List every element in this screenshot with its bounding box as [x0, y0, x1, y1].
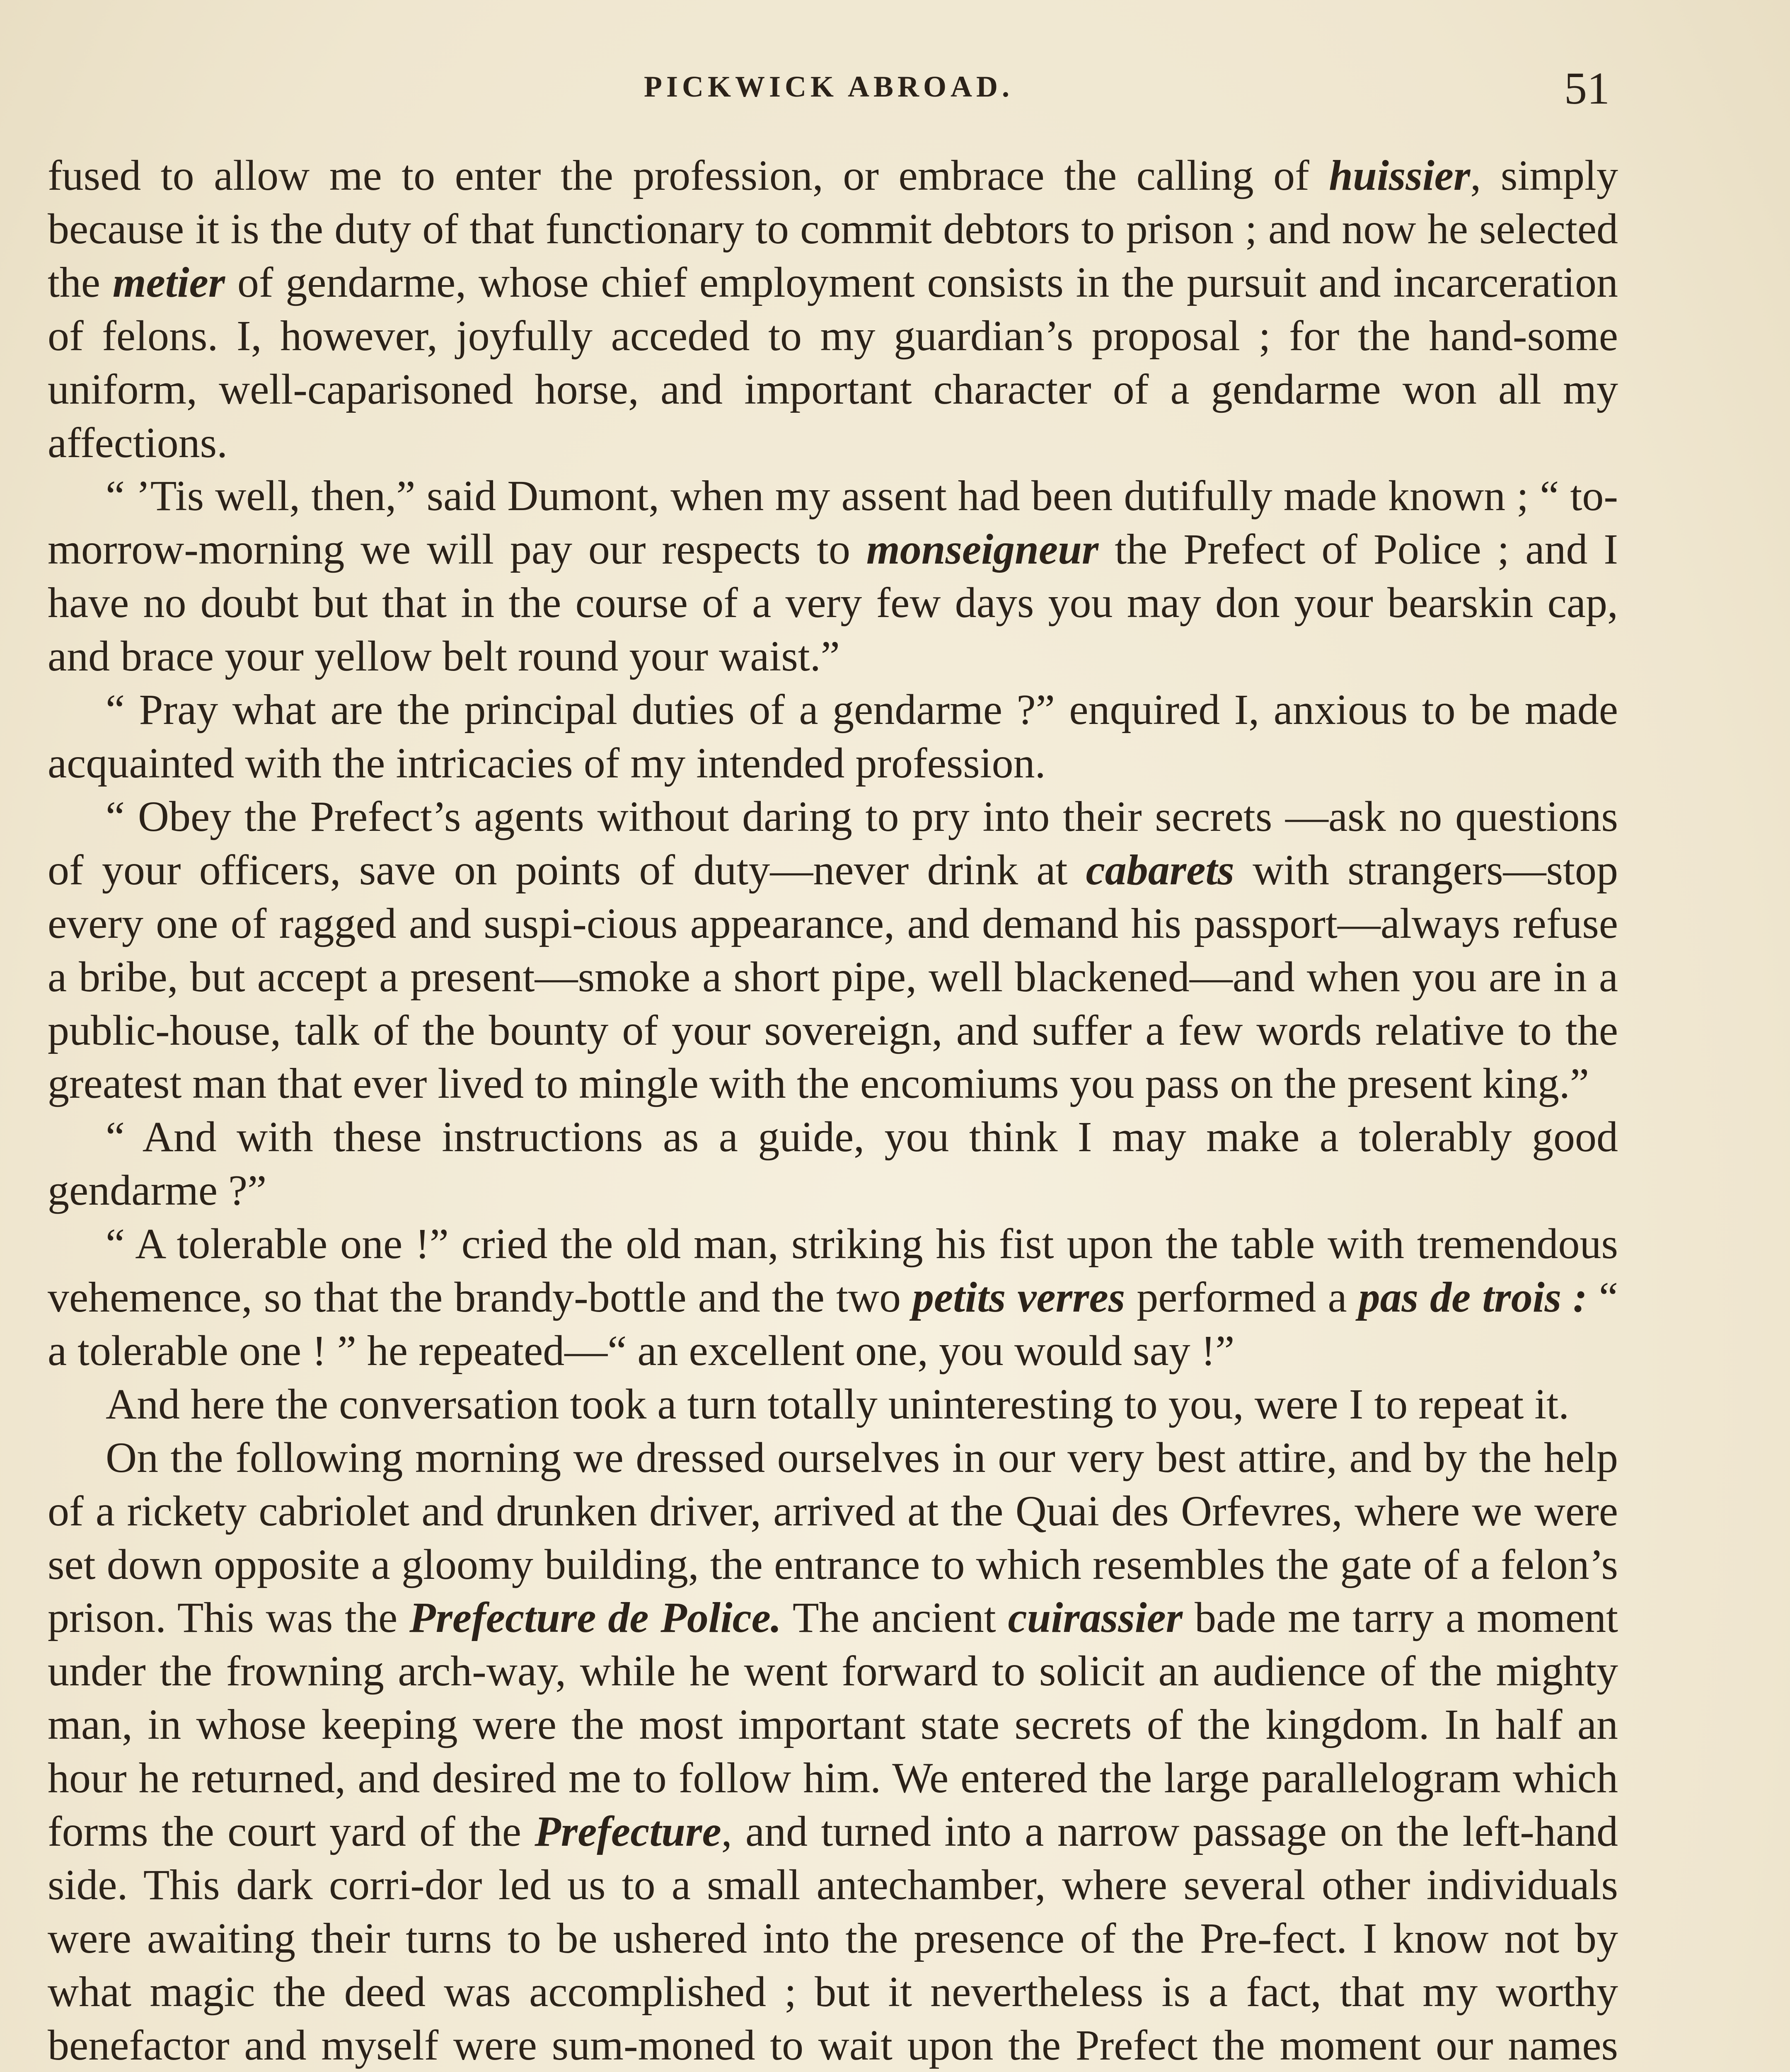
italic-phrase: petits verres	[912, 1273, 1125, 1322]
page-number: 51	[1564, 63, 1610, 114]
paragraph	[48, 149, 1618, 470]
text-run: , and turned into a narrow passage on the left-hand side. This dark corri-dor led us to a small antechamber, where several other individuals were awaiting their turns to be ushered into the presence of the Pre-fect. I know not by what magic the deed was accomplished ; but it nevertheless is a fact, that my worthy benefactor and myself were sum-moned to wait upon the Prefect the moment our names	[48, 1808, 1618, 2069]
text-run: “ And with these instructions as a guide, you think I may make a tolerably good gendarme ?”	[48, 1113, 1618, 1215]
text-run: “ A tolerable one !” cried the old man, striking his fist upon the table with tremendous vehemence, so that the brandy-bottle and the two	[48, 1220, 1618, 1322]
text-run: , simply because it is the duty of that functionary to commit debtors to prison ; and now he selected the	[48, 152, 1618, 306]
text-run: “ Pray what are the principal duties of a gendarme ?” enquired I, anxious to be made acquainted with the intricacies of my intended profession.	[48, 686, 1618, 787]
text-run: And here the conversation took a turn totally uninteresting to you, were I to repeat it.	[106, 1380, 1570, 1428]
paragraph	[48, 1431, 1618, 2072]
text-run: with strangers—stop every one of ragged and suspi-cious appearance, and demand his passport—always refuse a bribe, but accept a present—smoke a short pipe, well blackened—and when you are in a public-house, talk of the bounty of your sovereign, and suffer a few words relative to the greatest man that ever lived to mingle with the encomiums you pass on the present king.”	[48, 846, 1618, 1108]
text-run: On the following morning we dressed ourselves in our very best attire, and by the help of a rickety cabriolet and drunken driver, arrived at the Quai des Orfevres, where we were set down opposite a gloomy building, the entrance to which resembles the gate of a felon’s prison. This was the	[48, 1433, 1618, 1642]
text-run: The ancient	[781, 1594, 1008, 1642]
italic-phrase: monseigneur	[866, 525, 1099, 574]
paragraph	[48, 1218, 1618, 1378]
text-run: “ Obey the Prefect’s agents without daring to pry into their secrets —ask no questions of your officers, save on points of duty—never drink at	[48, 792, 1618, 894]
text-run: of gendarme, whose chief employment consists in the pursuit and incarceration of felons. I, however, joyfully acceded to my guardian’s proposal ; for the hand-some uniform, well-caparisoned horse, and important character of a gendarme won all my affections.	[48, 258, 1618, 467]
paragraph	[48, 790, 1618, 1111]
page-header	[48, 62, 1610, 114]
text-run: fused to allow me to enter the profession, or embrace the calling of	[48, 152, 1329, 199]
running-title: PICKWICK ABROAD.	[643, 70, 1014, 103]
body-text	[48, 149, 1618, 2072]
paragraph	[48, 470, 1618, 683]
text-run: the Prefect of Police ; and I have no doubt but that in the course of a very few days you may don your bearskin cap, and brace your yellow belt round your waist.”	[48, 525, 1618, 680]
text-run: “ a tolerable one ! ” he repeated—“ an excellent one, you would say !”	[48, 1273, 1618, 1375]
italic-phrase: metier	[112, 258, 225, 306]
italic-phrase: Prefecture de Police.	[409, 1594, 781, 1642]
italic-phrase: cuirassier	[1008, 1594, 1183, 1642]
paragraph	[48, 1378, 1618, 1431]
italic-phrase: cabarets	[1086, 846, 1234, 894]
paragraph	[48, 683, 1618, 790]
text-run: “ ’Tis well, then,” said Dumont, when my assent had been dutifully made known ; “ to-morrow-morning we will pay our respects to	[48, 472, 1618, 574]
text-run: bade me tarry a moment under the frowning arch-way, while he went forward to solicit an audience of the mighty man, in whose keeping were the most important state secrets of the kingdom. In half an hour he returned, and desired me to follow him. We entered the large parallelogram which forms the court yard of the	[48, 1594, 1618, 1856]
text-run: performed a	[1125, 1273, 1359, 1322]
italic-phrase: pas de trois :	[1358, 1273, 1587, 1322]
italic-phrase: huissier	[1329, 152, 1471, 199]
italic-phrase: Prefecture	[535, 1808, 721, 1856]
paragraph	[48, 1111, 1618, 1218]
